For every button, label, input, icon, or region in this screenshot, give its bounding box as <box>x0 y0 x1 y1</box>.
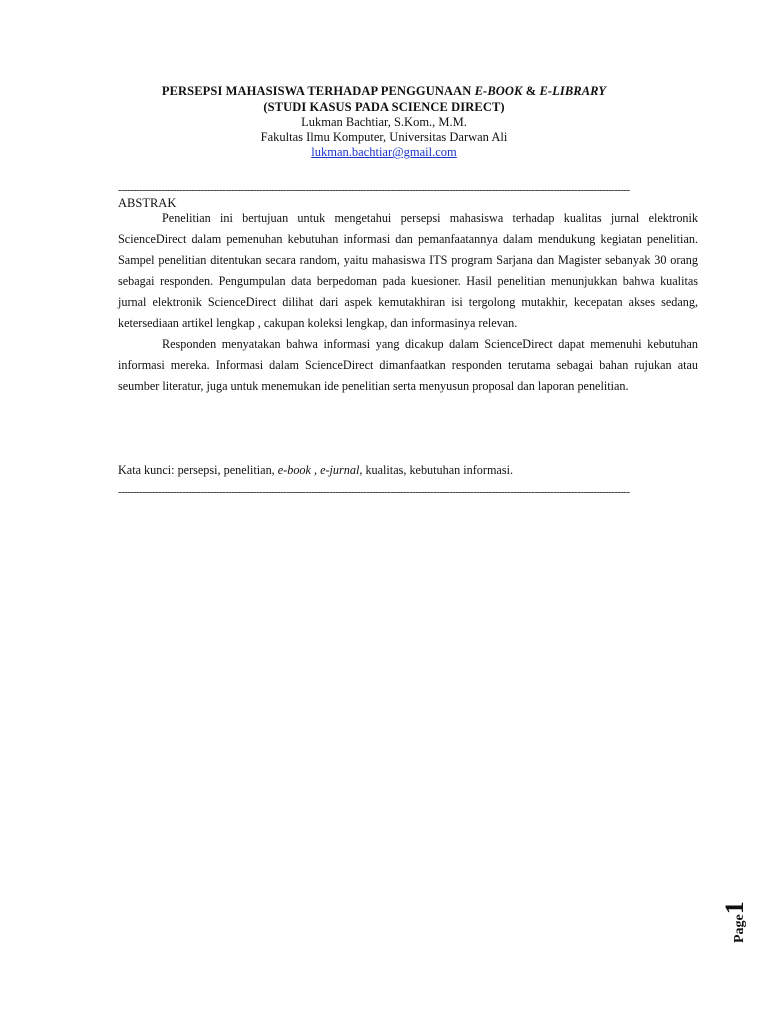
abstract-heading: ABSTRAK <box>118 196 177 210</box>
keywords-part-2: , kualitas, kebutuhan informasi. <box>359 463 514 477</box>
keywords <box>118 463 698 478</box>
paper-title-line-2: (STUDI KASUS PADA SCIENCE DIRECT) <box>263 100 505 114</box>
keyword-ebook: e-book <box>277 463 311 477</box>
page-number-footer <box>720 883 768 943</box>
page-number: 1 <box>720 901 749 915</box>
abstract-body <box>118 208 698 397</box>
keyword-ejurnal: e-jurnal <box>320 463 360 477</box>
author-name: Lukman Bachtiar, S.Kom., M.M. <box>301 115 467 129</box>
page-word: Page <box>732 914 747 943</box>
title-ampersand: & <box>522 84 540 98</box>
separator-top: ----------------------------------------------------------------------------------------------------------------------------------------------------------------------- <box>118 185 630 195</box>
author-affiliation: Fakultas Ilmu Komputer, Universitas Darwan Ali <box>260 130 508 144</box>
keywords-comma: , <box>310 463 321 477</box>
paper-title-line-1 <box>0 83 768 99</box>
author-email-link[interactable]: lukman.bachtiar@gmail.com <box>311 145 457 159</box>
abstract-paragraph-2: Responden menyatakan bahwa informasi yang dicakup dalam ScienceDirect dapat memenuhi kebutuhan informasi mereka. Informasi dalam ScienceDirect dimanfaatkan responden terutama sebagai bahan rujukan atau seumber literatur, juga untuk menemukan ide penelitian serta menyusun proposal dan laporan penelitian. <box>118 337 698 393</box>
keywords-part-1: persepsi, penelitian, <box>174 463 278 477</box>
paper-header <box>0 83 768 160</box>
abstract-paragraph-1: Penelitian ini bertujuan untuk mengetahui persepsi mahasiswa terhadap kualitas jurnal elektronik ScienceDirect dalam pemenuhan kebutuhan informasi dan pemanfaatannya dalam mendukung kegiatan penelitian. Sampel penelitian ditentukan secara random, yaitu mahasiswa ITS program Sarjana dan Magister sebanyak 30 orang sebagai responden. Pengumpulan data berpedoman pada kuesioner. Hasil penelitian menunjukkan bahwa kualitas jurnal elektronik ScienceDirect dilihat dari aspek kemutakhiran isi tergolong mutakhir, kecepatan akses sedang, ketersediaan artikel lengkap , cakupan koleksi lengkap, dan informasinya relevan. <box>118 211 698 330</box>
separator-bottom: ----------------------------------------------------------------------------------------------------------------------------------------------------------------------- <box>118 487 630 497</box>
title-elibrary: E-LIBRARY <box>539 84 607 98</box>
author-email-row <box>0 145 768 160</box>
title-ebook: E-BOOK <box>474 84 523 98</box>
title-prefix: PERSEPSI MAHASISWA TERHADAP PENGGUNAAN <box>161 84 475 98</box>
keywords-label: Kata kunci: <box>118 463 175 477</box>
